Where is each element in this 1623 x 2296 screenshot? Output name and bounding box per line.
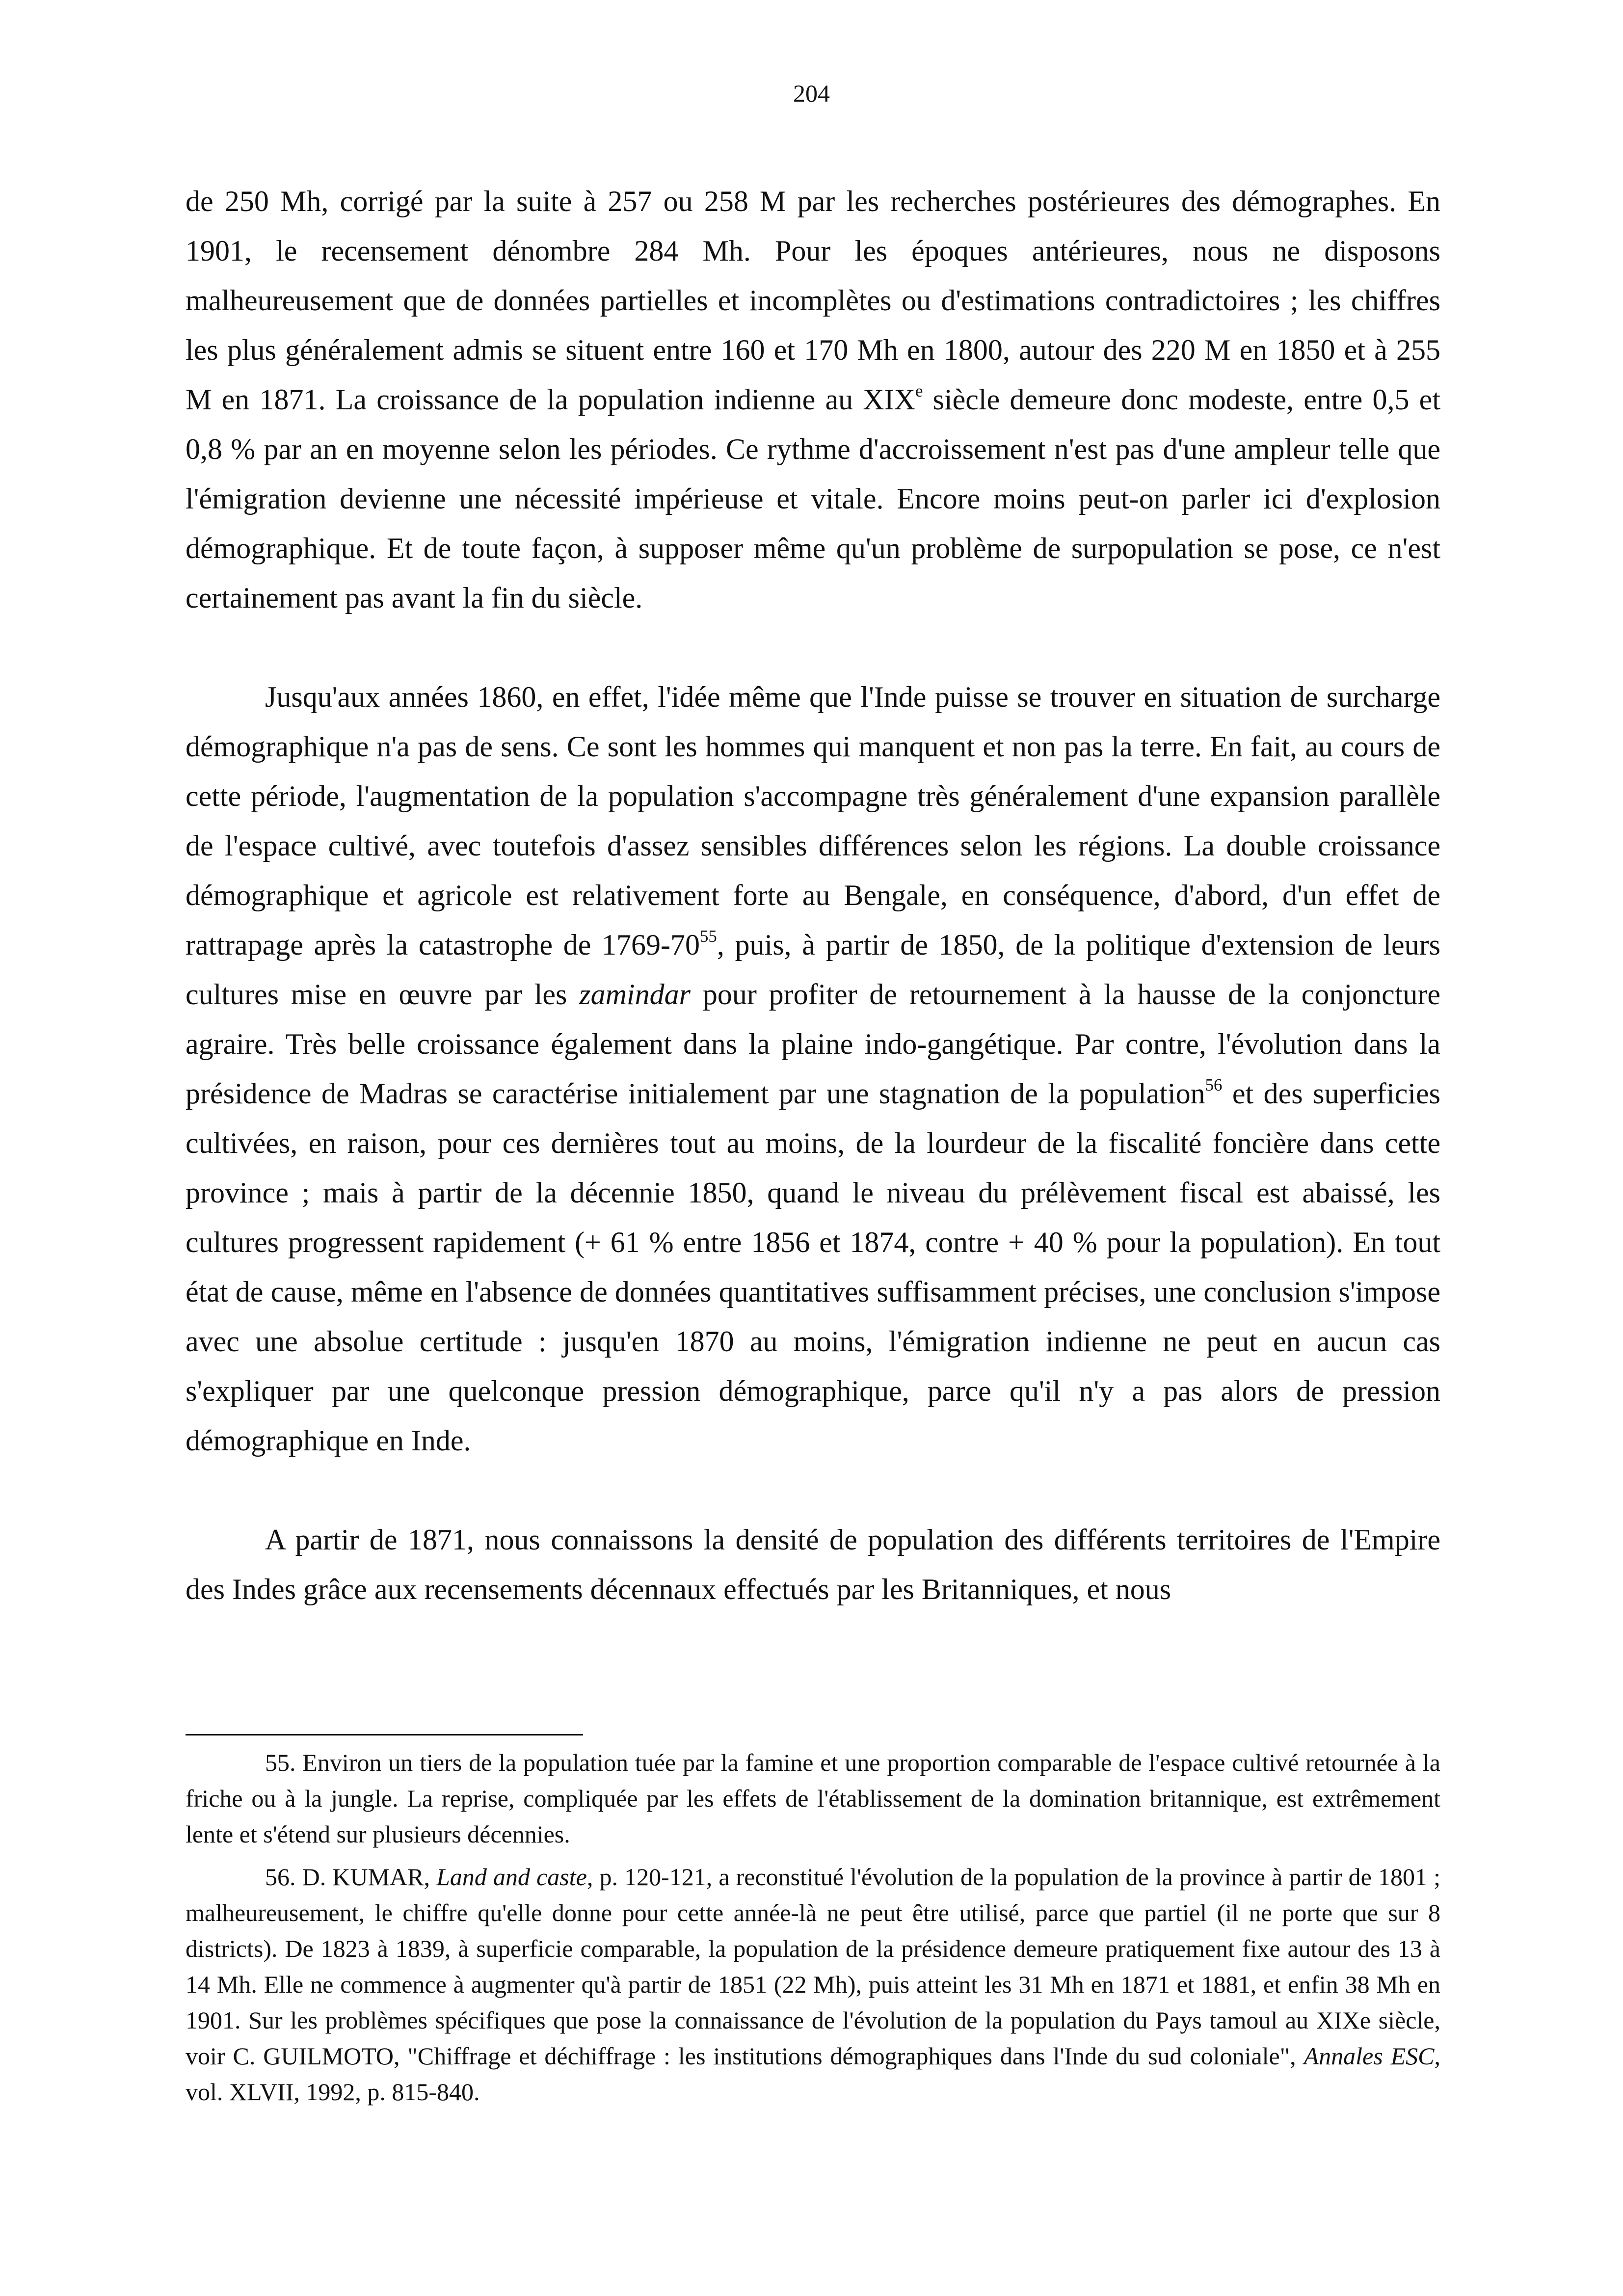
footnote-56-text-b: , p. 120-121, a reconstitué l'évolution de la population de la province à partir de 1801 ; malheureusement, le chiffre qu'elle donne pour cette année-là ne peut être utilisé, parce que partiel (il ne porte que sur 8 districts). De 1823 à 1839, à superficie comparable, la population de la présidence demeure pratiquement fixe autour des 13 à 14 Mh. Elle ne commence à augmenter qu'à partir de 1851 (22 Mh), puis atteint les 31 Mh en 1871 et 1881, et enfin 38 Mh en 1901. Sur les problèmes spécifiques que pose la connaissance de l'évolution de la population du Pays tamoul au XIXe siècle, voir C. GUILMOTO, "Chiffrage et déchiffrage : les institutions démographiques dans l'Inde du sud coloniale", [186,1863,1440,2070]
footnote-56 [186,1859,1440,2110]
page-number: 204 [793,80,830,107]
footnote-separator [186,1734,583,1735]
paragraph-1-text: de 250 Mh, corrigé par la suite à 257 ou 258 M par les recherches postérieures des démographes. En 1901, le recensement dénombre 284 Mh. Pour les époques antérieures, nous ne disposons malheureusement que de données partielles et incomplètes ou d'estimations contradictoires ; les chiffres les plus généralement admis se situent entre 160 et 170 Mh en 1800, autour des 220 M en 1850 et à 255 M en 1871. La croissance de la population indienne au XIX [186,185,1440,416]
footnote-56-italic-journal: Annales ESC [1304,2042,1435,2070]
paragraph-1-text-end: siècle demeure donc modeste, entre 0,5 et 0,8 % par an en moyenne selon les périodes. Ce rythme d'accroissement n'est pas d'une ampleur telle que l'émigration devienne une nécessité impérieuse et vitale. Encore moins peut-on parler ici d'explosion démographique. Et de toute façon, à supposer même qu'un problème de surpopulation se pose, ce n'est certainement pas avant la fin du siècle. [186,383,1440,614]
footnote-55: 55. Environ un tiers de la population tuée par la famine et une proportion comparable de l'espace cultivé retournée à la friche ou à la jungle. La reprise, compliquée par les effets de l'établissement de la domination britannique, est extrêmement lente et s'étend sur plusieurs décennies. [186,1749,1440,1848]
footnotes [186,1745,1440,2110]
footnote-56-text-c: , vol. XLVII, 1992, p. 815-840. [186,2042,1440,2106]
paragraph-1 [186,177,1440,623]
paragraph-2-text-c: pour profiter de retournement à la hausse de la conjoncture agraire. Très belle croissance également dans la plaine indo-gangétique. Par contre, l'évolution dans la présidence de Madras se caractérise initialement par une stagnation de la population [186,978,1440,1110]
paragraph-3: A partir de 1871, nous connaissons la densité de population des différents territoires de l'Empire des Indes grâce aux recensements décennaux effectués par les Britanniques, et nous [186,1523,1440,1605]
century-superscript: e [915,381,923,400]
paragraph-2-italic-term: zamindar [579,978,691,1011]
paragraph-2-text-a: Jusqu'aux années 1860, en effet, l'idée même que l'Inde puisse se trouver en situation de surcharge démographique n'a pas de sens. Ce sont les hommes qui manquent et non pas la terre. En fait, au cours de cette période, l'augmentation de la population s'accompagne très généralement d'une expansion parallèle de l'espace cultivé, avec toutefois d'assez sensibles différences selon les régions. La double croissance démographique et agricole est relativement forte au Bengale, en conséquence, d'abord, d'un effet de rattrapage après la catastrophe de 1769-70 [186,681,1440,961]
footnote-56-italic-title: Land and caste [436,1863,587,1891]
main-text [186,177,1440,1614]
footnote-ref-56: 56 [1205,1075,1223,1095]
paragraph-2-text-d: et des superficies cultivées, en raison, pour ces dernières tout au moins, de la lourdeur de la fiscalité foncière dans cette province ; mais à partir de la décennie 1850, quand le niveau du prélèvement fiscal est abaissé, les cultures progressent rapidement (+ 61 % entre 1856 et 1874, contre + 40 % pour la population). En tout état de cause, même en l'absence de données quantitatives suffisamment précises, une conclusion s'impose avec une absolue certitude : jusqu'en 1870 au moins, l'émigration indienne ne peut en aucun cas s'expliquer par une quelconque pression démographique, parce qu'il n'y a pas alors de pression démographique en Inde. [186,1077,1440,1457]
footnote-ref-55: 55 [700,926,717,946]
footnote-56-text-a: 56. D. KUMAR, [265,1863,437,1891]
paragraph-2 [186,672,1440,1466]
paragraph-2-text-b: , puis, à partir de 1850, de la politique d'extension de leurs cultures mise en œuvre par les [186,929,1440,1011]
